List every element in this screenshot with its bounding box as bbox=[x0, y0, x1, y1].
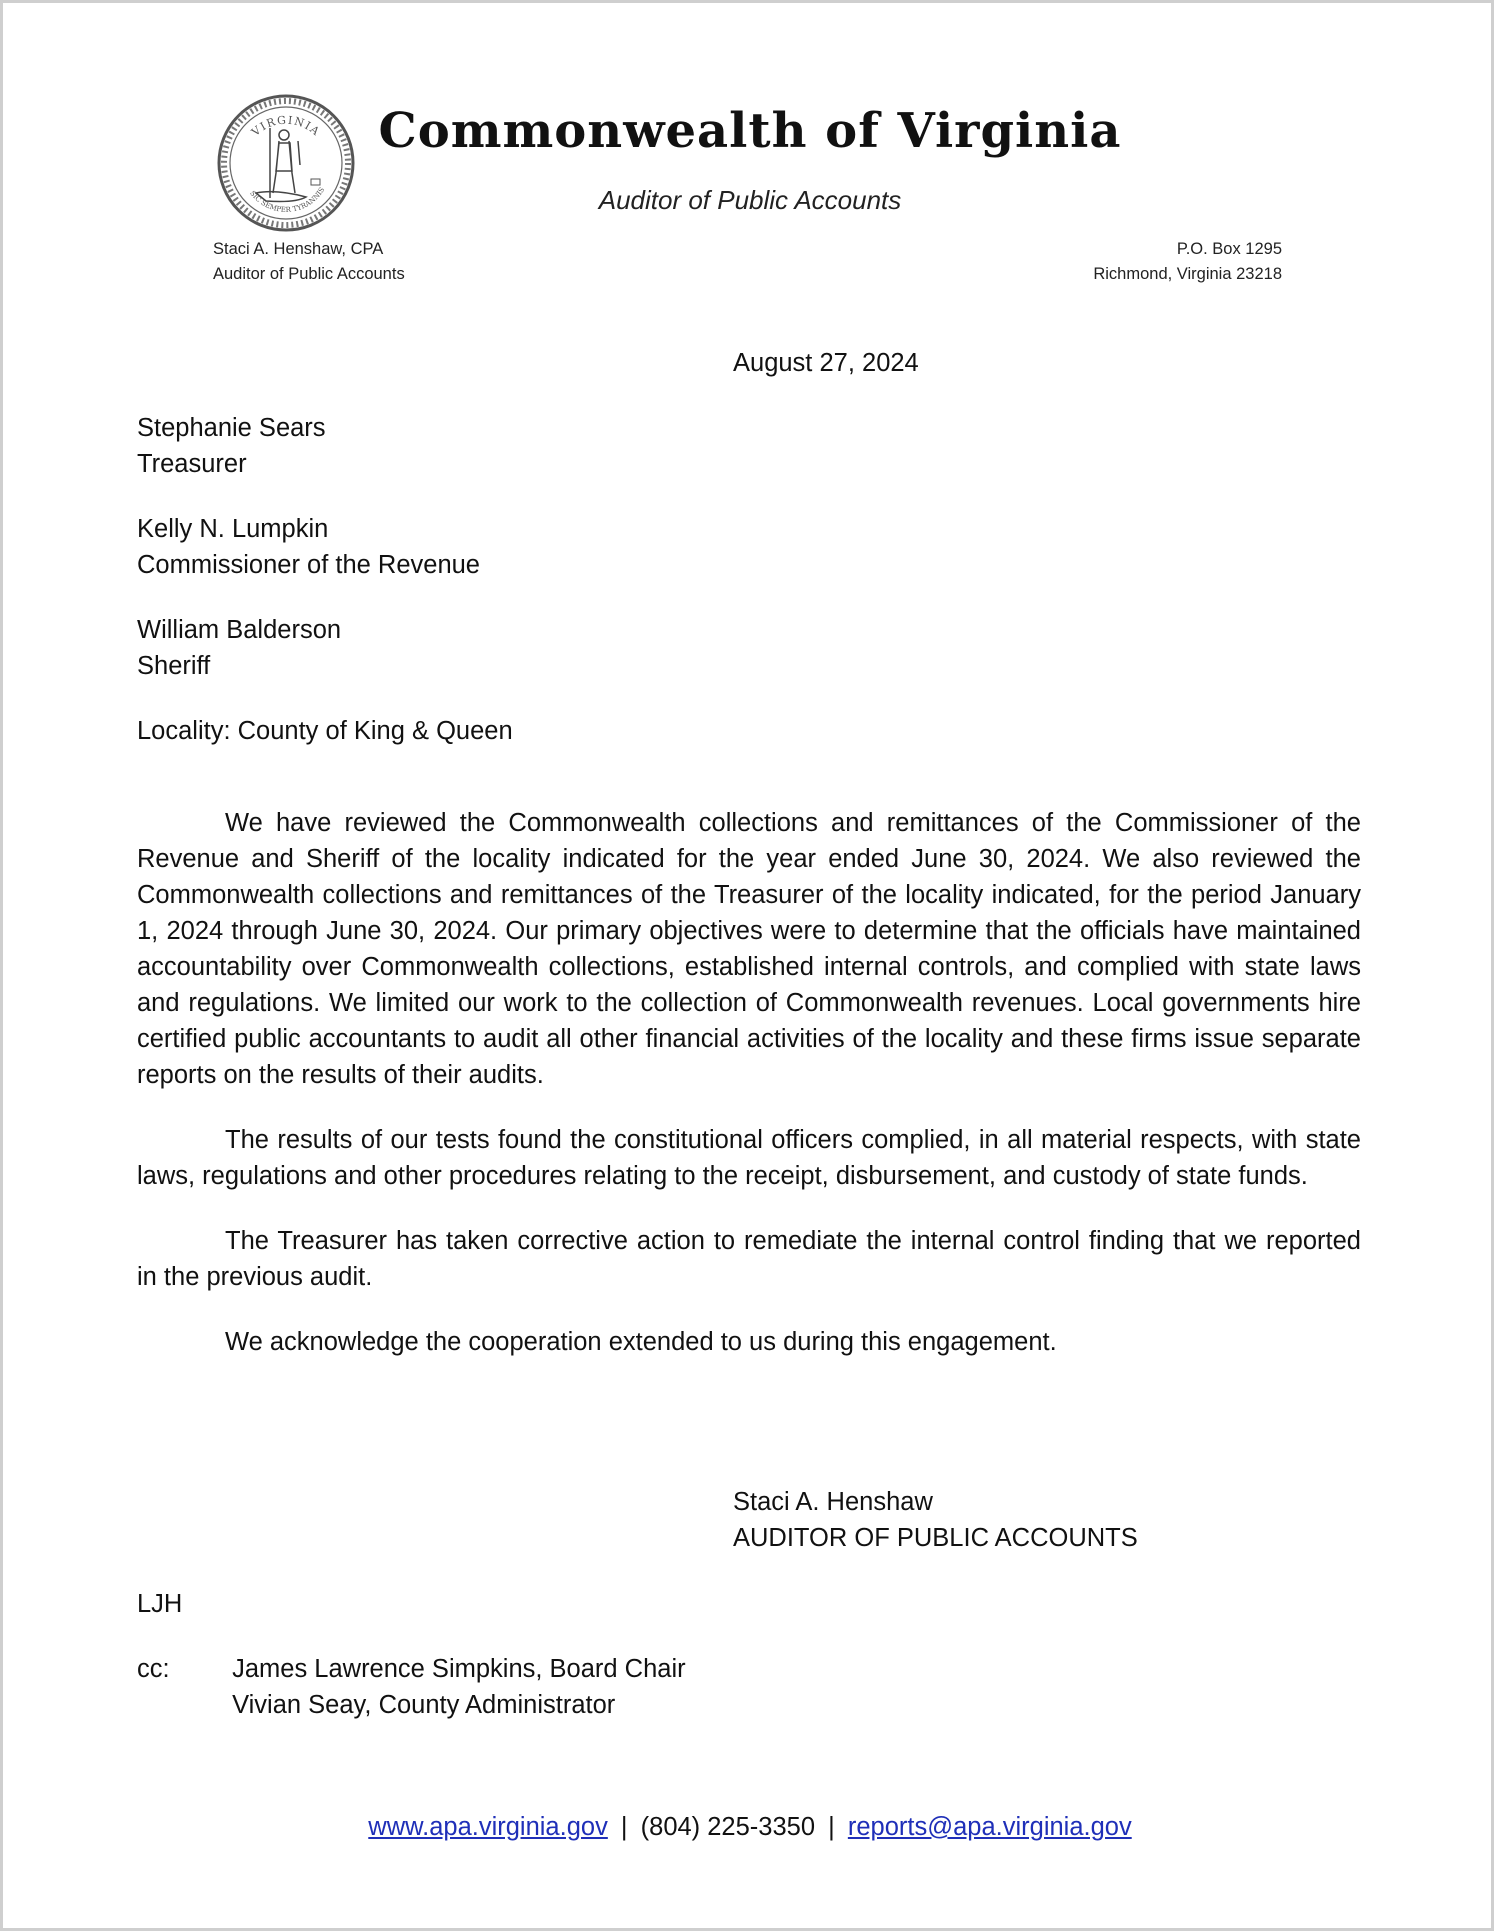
addressee-title: Sheriff bbox=[137, 652, 211, 680]
letterhead-subtitle: Auditor of Public Accounts bbox=[598, 185, 902, 215]
footer-separator: | bbox=[828, 1813, 835, 1841]
addressee bbox=[137, 410, 1037, 482]
phone-number: (804) 225-3350 bbox=[640, 1813, 816, 1841]
body-paragraph: The Treasurer has taken corrective action to remediate the internal control finding that we reported in the previous audit. bbox=[137, 1227, 1361, 1291]
cc-recipient: James Lawrence Simpkins, Board Chair bbox=[232, 1655, 686, 1683]
city-state-zip: Richmond, Virginia 23218 bbox=[1093, 265, 1282, 283]
body-paragraph: We acknowledge the cooperation extended to us during this engagement. bbox=[225, 1328, 1057, 1356]
auditor-name: Staci A. Henshaw, CPA bbox=[213, 240, 384, 258]
locality: Locality: County of King & Queen bbox=[137, 717, 513, 745]
signature-block bbox=[733, 1484, 1138, 1556]
email-link[interactable]: reports@apa.virginia.gov bbox=[847, 1813, 1132, 1841]
website-link[interactable]: www.apa.virginia.gov bbox=[368, 1813, 608, 1841]
cc-recipients bbox=[232, 1651, 686, 1723]
letterhead-right-block bbox=[1093, 237, 1282, 287]
auditor-office: Auditor of Public Accounts bbox=[213, 265, 405, 283]
addressee bbox=[137, 612, 1037, 684]
cc-recipient: Vivian Seay, County Administrator bbox=[232, 1691, 616, 1719]
letter-date: August 27, 2024 bbox=[733, 349, 919, 377]
footer-separator: | bbox=[620, 1813, 628, 1841]
signature-title: AUDITOR OF PUBLIC ACCOUNTS bbox=[733, 1524, 1138, 1552]
cc-block bbox=[137, 1651, 686, 1723]
svg-text:VIRGINIA: VIRGINIA bbox=[249, 113, 323, 139]
cc-label: cc: bbox=[137, 1655, 170, 1683]
typist-initials: LJH bbox=[137, 1590, 183, 1618]
body-paragraph: The results of our tests found the constitutional officers complied, in all material respects, with state laws, regulations and other procedures relating to the receipt, disbursement, and custody of state funds. bbox=[137, 1126, 1361, 1190]
addressee-name: Kelly N. Lumpkin bbox=[137, 515, 329, 543]
letterhead-title: Commonwealth of Virginia bbox=[378, 103, 1122, 159]
body-paragraph: We have reviewed the Commonwealth collections and remittances of the Commissioner of the Revenue and Sheriff of the locality indicated for the year ended June 30, 2024. We also reviewed the Commonwealth collections and remittances of the Treasurer of the locality indicated, for the period January 1, 2024 through June 30, 2024. Our primary objectives were to determine that the officials have maintained accountability over Commonwealth collections, established internal controls, and complied with state laws and regulations. We limited our work to the collection of Commonwealth revenues. Local governments hire certified public accountants to audit all other financial activities of the locality and these firms issue separate reports on the results of their audits. bbox=[137, 809, 1361, 1089]
footer bbox=[3, 1809, 1494, 1845]
addressee bbox=[137, 511, 1037, 583]
addressee-name: Stephanie Sears bbox=[137, 414, 326, 442]
svg-text:SIC SEMPER TYRANNIS: SIC SEMPER TYRANNIS bbox=[248, 186, 327, 214]
letter-body bbox=[137, 805, 1361, 1389]
letterhead-left-block bbox=[213, 237, 405, 287]
addressee-name: William Balderson bbox=[137, 616, 342, 644]
po-box: P.O. Box 1295 bbox=[1176, 240, 1282, 258]
addressee-title: Treasurer bbox=[137, 450, 247, 478]
addressee-title: Commissioner of the Revenue bbox=[137, 551, 480, 579]
signature-name: Staci A. Henshaw bbox=[733, 1488, 933, 1516]
